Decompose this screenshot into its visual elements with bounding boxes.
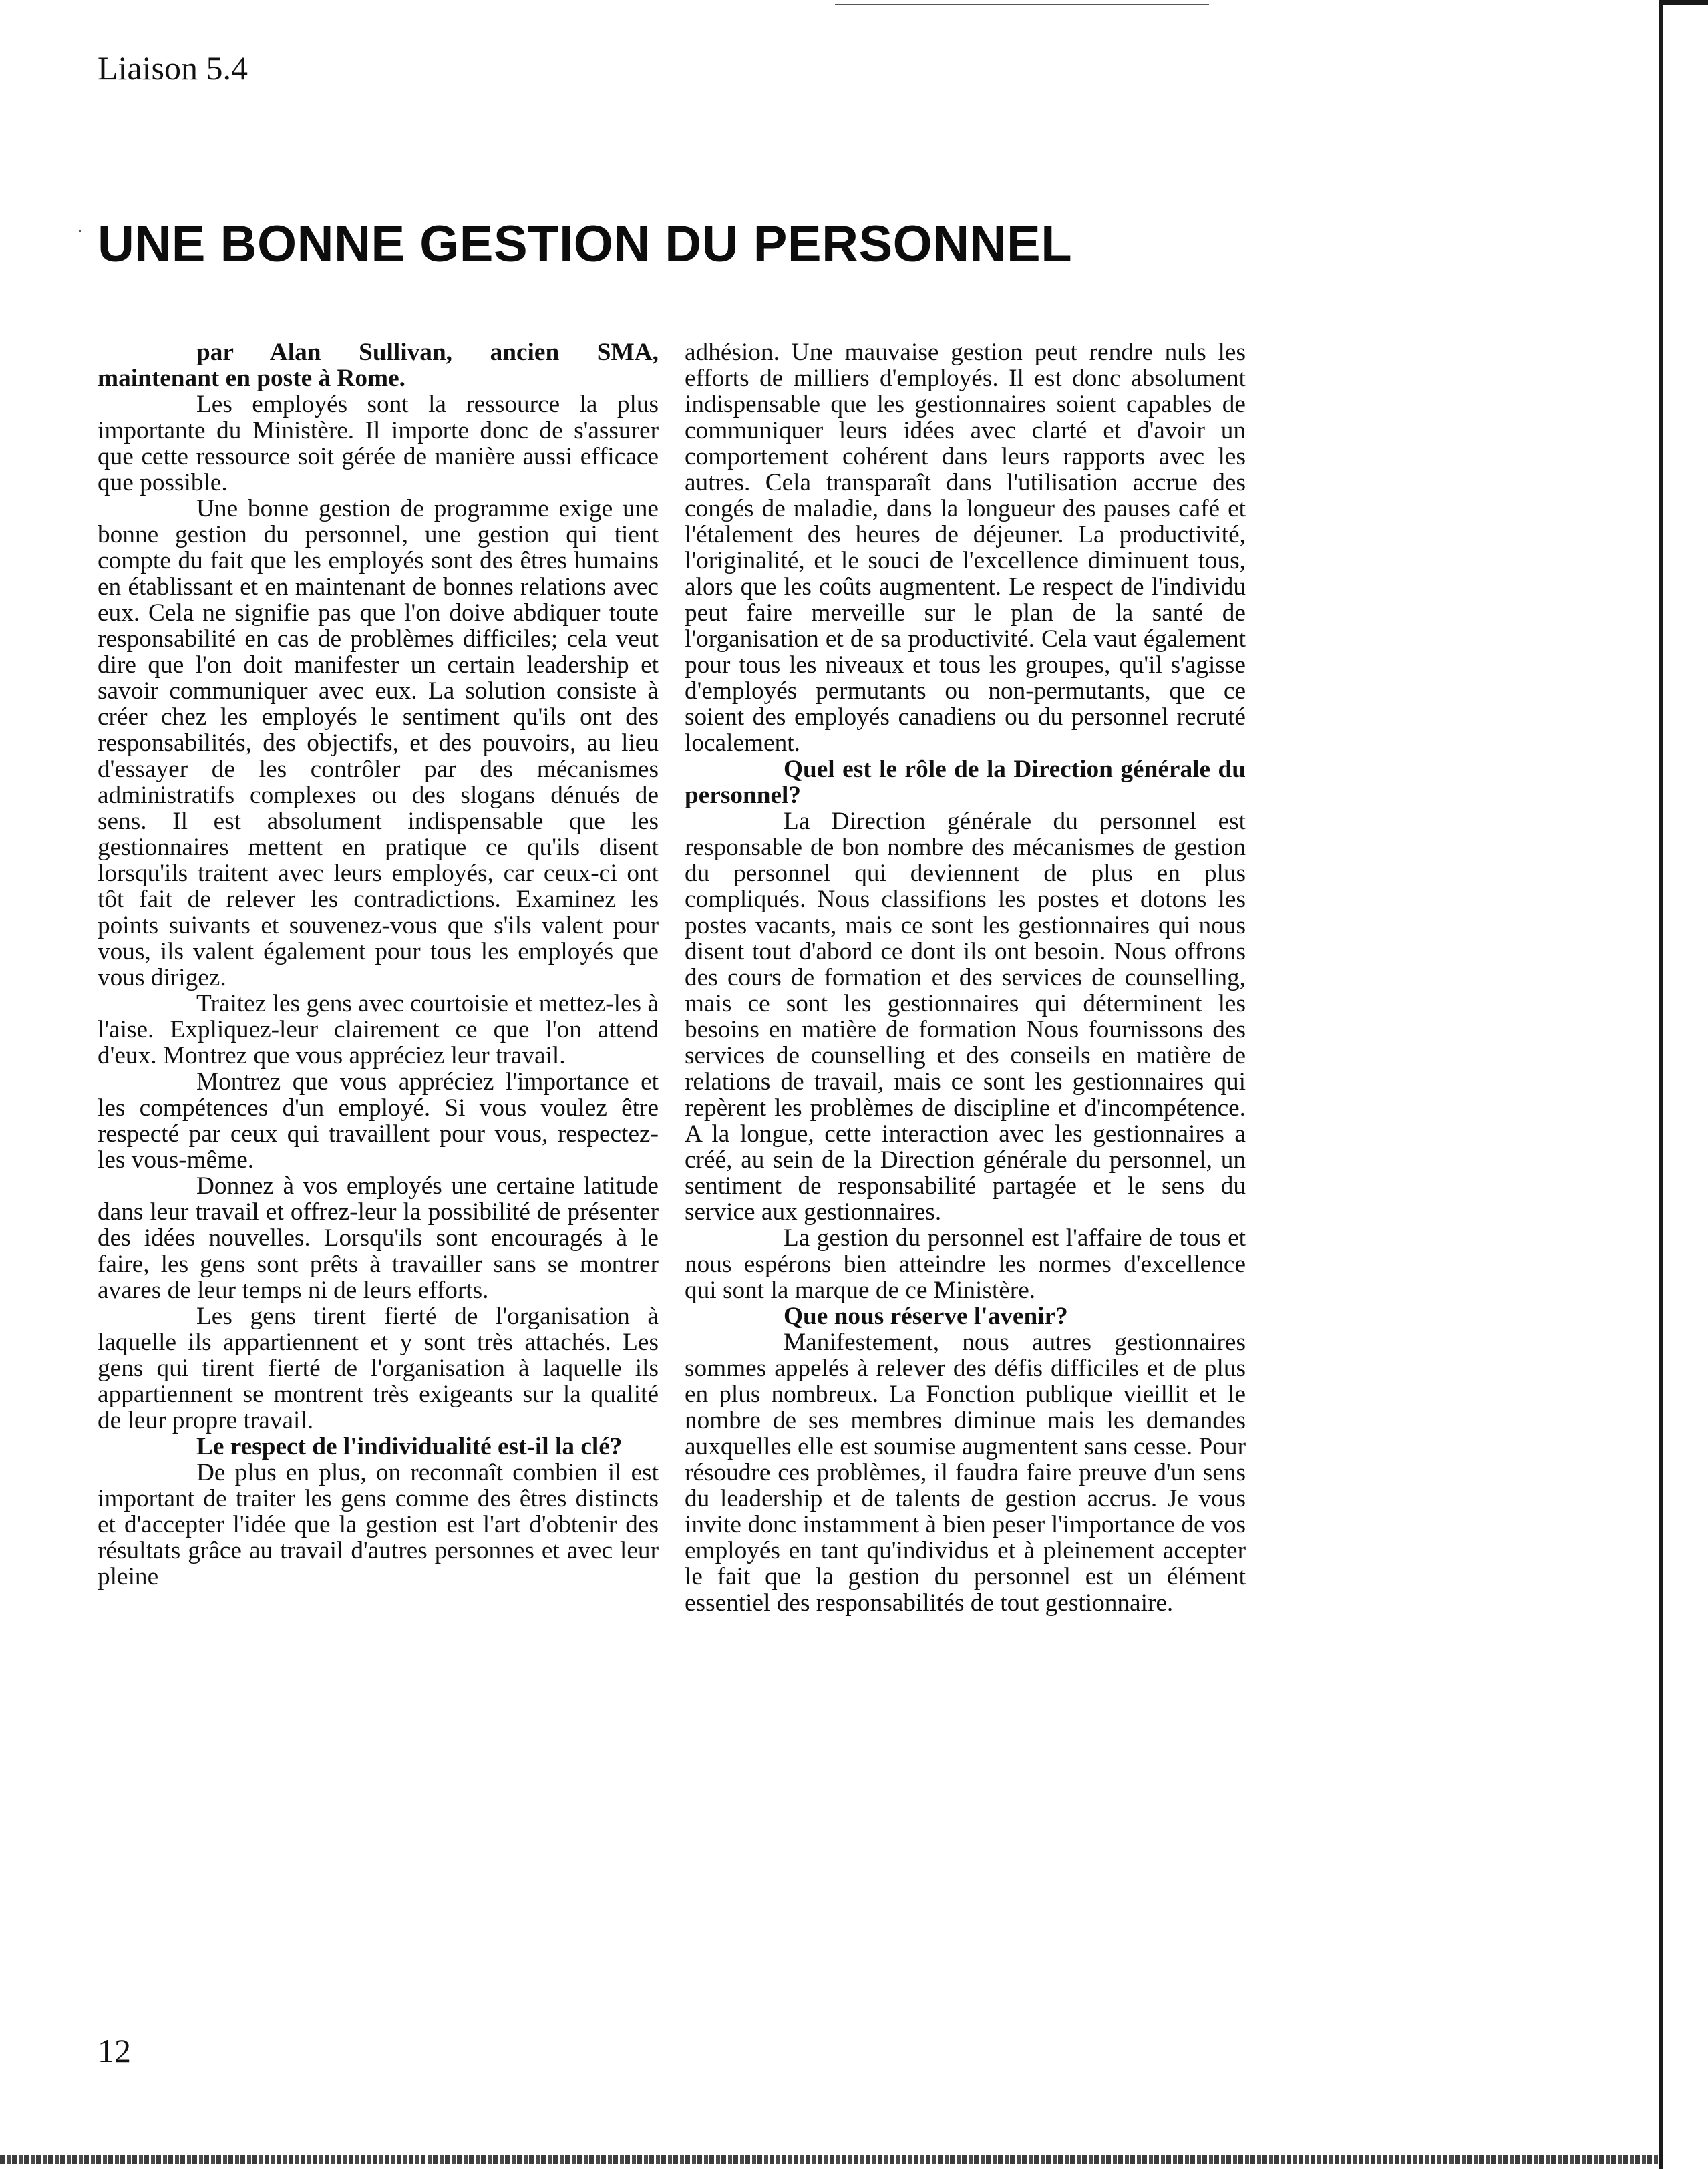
paragraph: La gestion du personnel est l'affaire de tous et nous espérons bien atteindre les normes d'excellence qui sont la marque de ce Ministère.: [685, 1224, 1246, 1304]
paragraph: Montrez que vous appréciez l'importance et les compétences d'un employé. Si vous voulez être respecté par ceux qui travaillent pour vous, respectez-les vous-même.: [98, 1068, 659, 1174]
right-column: [685, 339, 1246, 1616]
paragraph: Donnez à vos employés une certaine latitude dans leur travail et offrez-leur la possibilité de présenter des idées nouvelles. Lorsqu'ils sont encouragés à le faire, les gens sont prêts à travailler sans se montrer avares de leur temps ni de leurs efforts.: [98, 1172, 659, 1304]
section-heading: Que nous réserve l'avenir?: [784, 1303, 1068, 1330]
byline: par Alan Sullivan, ancien SMA, maintenant en poste à Rome.: [98, 339, 659, 392]
left-column: [98, 339, 659, 1590]
section-heading: Quel est le rôle de la Direction générale du personnel?: [685, 756, 1246, 809]
paragraph: Traitez les gens avec courtoisie et mettez-les à l'aise. Expliquez-leur clairement ce que l'on attend d'eux. Montrez que vous appréciez leur travail.: [98, 990, 659, 1069]
publication-header: Liaison 5.4: [98, 49, 248, 87]
paragraph: Les employés sont la ressource la plus importante du Ministère. Il importe donc de s'assurer que cette ressource soit gérée de manière aussi efficace que possible.: [98, 391, 659, 496]
page-number: 12: [98, 2032, 131, 2069]
page-edge-right: [1659, 0, 1663, 2169]
paragraph: Une bonne gestion de programme exige une bonne gestion du personnel, une gestion qui tient compte du fait que les employés sont des êtres humains en établissant et en maintenant de bonnes relations avec eux. Cela ne signifie pas que l'on doive abdiquer toute responsabilité en cas de problèmes difficiles; cela veut dire que l'on doit manifester un certain leadership et savoir communiquer avec eux. La solution consiste à créer chez les employés le sentiment qu'ils ont des responsabilités, des objectifs, et des pouvoirs, au lieu d'essayer de les contrôler par des mécanismes administratifs complexes ou des slogans dénués de sens. Il est absolument indispensable que les gestionnaires mettent en pratique ce qu'ils disent lorsqu'ils traitent avec leurs employés, car ceux-ci ont tôt fait de relever les contradictions. Examinez les points suivants et souvenez-vous que s'ils valent pour vous, ils valent également pour tous les employés que vous dirigez.: [98, 495, 659, 991]
paragraph: La Direction générale du personnel est responsable de bon nombre des mécanismes de gestion du personnel qui deviennent de plus en plus compliqués. Nous classifions les postes et dotons les postes vacants, mais ce sont les gestionnaires qui nous disent tout d'abord ce dont ils ont besoin. Nous offrons des cours de formation et des services de counselling, mais ce sont les gestionnaires qui déterminent les besoins en matière de formation Nous fournissons des services de counselling et des conseils en matière de relations de travail, mais ce sont les gestionnaires qui repèrent les problèmes de discipline et d'incompétence. A la longue, cette interaction avec les gestionnaires a créé, au sein de la Direction générale du personnel, un sentiment de responsabilité partagée et le sens du service aux gestionnaires.: [685, 808, 1246, 1226]
paragraph: De plus en plus, on reconnaît combien il est important de traiter les gens comme des êtres distincts et d'accepter l'idée que la gestion est l'art d'obtenir des résultats grâce au travail d'autres personnes et avec leur pleine: [98, 1459, 659, 1591]
paragraph: adhésion. Une mauvaise gestion peut rendre nuls les efforts de milliers d'employés. Il est donc absolument indispensable que les gestionnaires soient capables de communiquer leurs idées avec clarté et d'avoir un comportement cohérent dans leurs rapports avec les autres. Cela transparaît dans l'utilisation accrue des congés de maladie, dans la longueur des pauses café et l'étalement des heures de déjeuner. La productivité, l'originalité, et le souci de l'excellence diminuent tous, alors que les coûts augmentent. Le respect de l'individu peut faire merveille sur le plan de la santé de l'organisation et de sa productivité. Cela vaut également pour tous les niveaux et tous les groupes, qu'il s'agisse d'employés permutants ou non-permutants, que ce soient des employés canadiens ou du personnel recruté localement.: [685, 339, 1246, 757]
title-dot-mark: [79, 230, 81, 232]
paragraph: Manifestement, nous autres gestionnaires sommes appelés à relever des défis difficiles et de plus en plus nombreux. La Fonction publique vieillit et le nombre de ses membres diminue mais les demandes auxquelles elle est soumise augmentent sans cesse. Pour résoudre ces problèmes, il faudra faire preuve d'un sens du leadership et de talents de gestion accrus. Je vous invite donc instamment à bien peser l'importance de vos employés en tant qu'individus et à pleinement accepter le fait que la gestion du personnel est un élément essentiel des responsabilités de tout gestionnaire.: [685, 1329, 1246, 1617]
page-edge-bottom: [0, 2155, 1659, 2164]
section-heading: Le respect de l'individualité est-il la clé?: [196, 1433, 623, 1460]
article-title: UNE BONNE GESTION DU PERSONNEL: [98, 216, 1073, 273]
page-edge-corner: [1659, 0, 1708, 5]
paragraph: Les gens tirent fierté de l'organisation à laquelle ils appartiennent et y sont très attachés. Les gens qui tirent fierté de l'organisation à laquelle ils appartiennent se montrent très exigeants sur la qualité de leur propre travail.: [98, 1303, 659, 1434]
top-rule: [835, 4, 1209, 5]
